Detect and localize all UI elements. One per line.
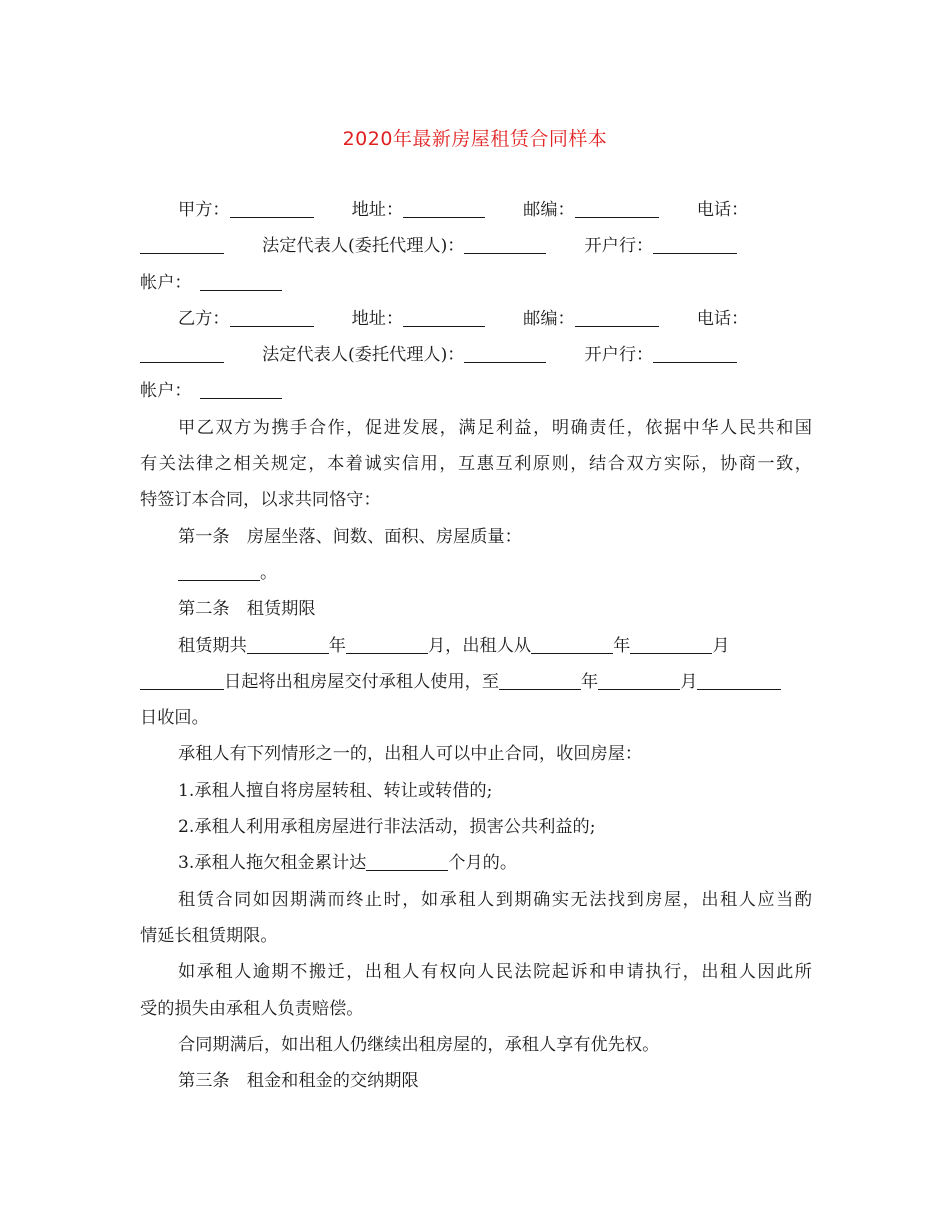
priority-line: 合同期满后，如出租人仍继续出租房屋的，承租人享有优先权。 [178, 1034, 660, 1055]
party-a-line-2 [140, 228, 812, 264]
contract-body [140, 192, 812, 1099]
terminate-item-3 [140, 845, 812, 881]
blank-field[interactable] [598, 669, 680, 690]
blank-field[interactable] [630, 633, 712, 654]
article-2-heading: 第二条 租赁期限 [178, 599, 316, 620]
blank-field[interactable] [230, 197, 314, 218]
party-a-legal-rep-label: 法定代表人(委托代理人)： [262, 236, 465, 257]
term-text: 租赁期共 [178, 635, 247, 656]
blank-field[interactable] [178, 560, 260, 581]
term-text: 年 [581, 671, 599, 692]
article-1-blank-line [140, 555, 812, 591]
blank-field[interactable] [200, 270, 282, 291]
overdue-line: 受的损失由承租人负责赔偿。 [140, 998, 364, 1019]
blank-field[interactable] [366, 850, 448, 871]
extend-line: 情延长租赁期限。 [140, 925, 278, 946]
party-b-phone-label: 电话： [696, 308, 749, 329]
party-b-bank-label: 开户行： [584, 345, 654, 366]
party-a-bank-label: 开户行： [584, 236, 654, 257]
terminate-item-2: 2.承租人利用承租房屋进行非法活动，损害公共利益的; [178, 817, 596, 838]
blank-field[interactable] [575, 306, 659, 327]
term-text: 月 [680, 671, 698, 692]
party-a-line-3 [140, 265, 812, 301]
blank-field[interactable] [653, 233, 737, 254]
party-a-phone-label: 电话： [696, 200, 749, 220]
preamble-line: 甲乙双方为携手合作，促进发展，满足利益，明确责任，依据中华人民共和国 [178, 417, 812, 438]
blank-field[interactable] [140, 669, 224, 690]
term-text: 年 [613, 635, 631, 656]
blank-field[interactable] [140, 233, 224, 254]
blank-field[interactable] [531, 633, 613, 654]
article-3-heading: 第三条 租金和租金的交纳期限 [178, 1071, 419, 1092]
blank-field[interactable] [247, 633, 329, 654]
party-b-label: 乙方： [178, 308, 230, 329]
blank-field[interactable] [464, 233, 546, 254]
item-3-text: 个月的。 [448, 853, 518, 874]
blank-field[interactable] [140, 342, 224, 363]
blank-field[interactable] [403, 197, 485, 218]
blank-field[interactable] [575, 197, 659, 218]
preamble-line: 有关法律之相关规定，本着诚实信用，互惠互利原则，结合双方实际，协商一致， [140, 454, 812, 475]
overdue-line: 如承租人逾期不搬迁，出租人有权向人民法院起诉和申请执行，出租人因此所 [178, 962, 812, 983]
party-b-line-3 [140, 373, 812, 409]
party-b-line-1 [140, 301, 812, 337]
terminate-item-1: 1.承租人擅自将房屋转租、转让或转借的; [178, 780, 493, 801]
term-text: 月，出租人从 [427, 635, 532, 656]
blank-field[interactable] [200, 378, 282, 399]
lease-term-line-2 [140, 664, 812, 700]
blank-field[interactable] [499, 669, 581, 690]
party-b-account-label: 帐户： [140, 381, 192, 402]
term-text: 月 [712, 635, 730, 656]
party-b-address-label: 地址： [351, 308, 404, 329]
extend-line: 租赁合同如因期满而终止时，如承租人到期确实无法找到房屋，出租人应当酌 [178, 889, 812, 910]
item-3-text: 3.承租人拖欠租金累计达 [178, 853, 367, 874]
party-b-legal-rep-label: 法定代表人(委托代理人)： [262, 345, 465, 366]
page-title: 2020年最新房屋租赁合同样本 [342, 128, 608, 150]
party-b-line-2 [140, 337, 812, 373]
terminate-intro: 承租人有下列情形之一的，出租人可以中止合同，收回房屋： [178, 744, 643, 765]
party-a-label: 甲方： [178, 200, 230, 220]
blank-field[interactable] [230, 306, 314, 327]
party-a-line-1 [140, 192, 812, 228]
lease-term-line-1 [140, 628, 812, 664]
party-b-postcode-label: 邮编： [523, 308, 575, 329]
article-1-end: 。 [260, 562, 278, 583]
blank-field[interactable] [653, 342, 737, 363]
party-a-address-label: 地址： [351, 200, 404, 220]
lease-term-line-3: 日收回。 [140, 708, 209, 729]
term-text: 年 [328, 635, 346, 656]
blank-field[interactable] [464, 342, 546, 363]
party-a-account-label: 帐户： [140, 272, 192, 293]
blank-field[interactable] [346, 633, 428, 654]
party-a-postcode-label: 邮编： [523, 200, 575, 220]
preamble-line: 特签订本合同，以求共同恪守： [140, 490, 381, 511]
blank-field[interactable] [403, 306, 485, 327]
article-1-heading: 第一条 房屋坐落、间数、面积、房屋质量： [178, 526, 522, 547]
blank-field[interactable] [697, 669, 781, 690]
term-text: 日起将出租房屋交付承租人使用，至 [224, 671, 500, 692]
